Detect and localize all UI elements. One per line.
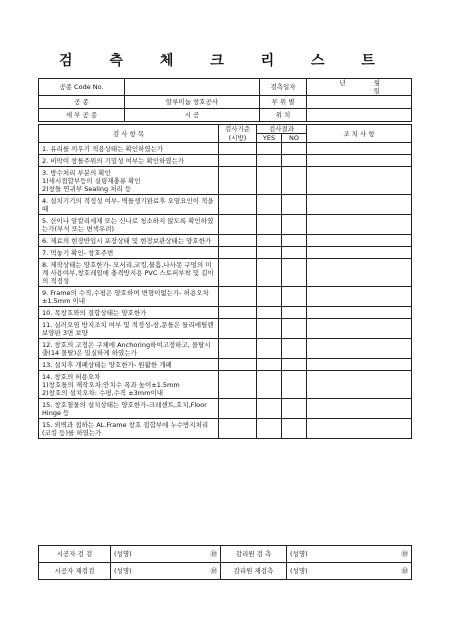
no-cell[interactable]	[282, 371, 307, 399]
table-row	[39, 339, 412, 359]
table-row	[39, 307, 412, 319]
action-cell[interactable]	[307, 259, 412, 287]
checklist-item-text: 14. 창호의 허용오차 1)창호틀의 제작오차:안치수 폭과 높이±1.5mm 2)창호의 설치오차: 수평,수직 ±3mm이내	[39, 371, 219, 399]
action-cell[interactable]	[307, 339, 412, 359]
standard-cell[interactable]	[219, 143, 257, 155]
no-cell[interactable]	[282, 287, 307, 307]
checklist-item-text: 6. 제료의 현장반입시 포장상태 및 현장보관상태는 양호한가	[39, 235, 219, 247]
standard-cell[interactable]	[219, 195, 257, 215]
checklist-item-text: 13. 설치후 개폐상태는 양호한가- 원활한 개폐	[39, 359, 219, 371]
page-title: 검 측 체 크 리 스 트	[59, 53, 391, 69]
header-label: 공종 Code No.	[39, 79, 125, 96]
no-cell[interactable]	[282, 143, 307, 155]
standard-cell[interactable]	[219, 235, 257, 247]
checklist-item-text: 8. 제작상태는 양호한가- 모서리,코킹,물흠,나사못 구멍의 미계 사용여부,창호레일에 충격방지용 PVC 스토퍼부착 및 길이의 적정성	[39, 259, 219, 287]
no-cell[interactable]	[282, 235, 307, 247]
signature-field[interactable]	[111, 563, 221, 580]
header-table	[38, 78, 412, 122]
checklist-item-text: 15. 외벽과 접하는 AL.Frame 창호 접합부에 누수방지처리(코킹 등)를 하였는가	[39, 419, 219, 439]
checklist-item-text: 12. 창호의 고정은 구체에 Anchoring하여고정하고, 몰탈시출(14 몰탈)은 밀실하게 하였는가	[39, 339, 219, 359]
checklist-item-text: 10. 목창호와의 결합상태는 양호한가	[39, 307, 219, 319]
no-cell[interactable]	[282, 359, 307, 371]
yes-cell[interactable]	[257, 143, 282, 155]
standard-cell[interactable]	[219, 167, 257, 195]
table-row	[39, 287, 412, 307]
no-cell[interactable]	[282, 195, 307, 215]
standard-cell[interactable]	[219, 307, 257, 319]
table-row	[39, 167, 412, 195]
yes-cell[interactable]	[257, 287, 282, 307]
signature-role: 시공자 검 검	[39, 546, 111, 563]
no-cell[interactable]	[282, 339, 307, 359]
column-header-standard-sub: (시방)	[219, 134, 257, 143]
standard-cell[interactable]	[219, 247, 257, 259]
table-row	[39, 235, 412, 247]
action-cell[interactable]	[307, 143, 412, 155]
standard-cell[interactable]	[219, 399, 257, 419]
header-row	[39, 79, 412, 96]
signature-table	[38, 545, 412, 580]
date-part-label: 년	[339, 79, 346, 87]
header-value[interactable]	[125, 79, 260, 96]
standard-cell[interactable]	[219, 215, 257, 235]
yes-cell[interactable]	[257, 419, 282, 439]
seal-mark: ㊞	[210, 550, 217, 558]
action-cell[interactable]	[307, 307, 412, 319]
checklist-item-text: 4. 설치기기의 적정성 여부- 벽틀생기완료후 오염요인이 적을때	[39, 195, 219, 215]
table-row	[39, 419, 412, 439]
header-label: 세 부 공 종	[39, 109, 125, 122]
action-cell[interactable]	[307, 371, 412, 399]
signature-name-label: (성명)	[290, 567, 308, 575]
standard-cell[interactable]	[219, 371, 257, 399]
signature-role: 시공자 재검검	[39, 563, 111, 580]
action-cell[interactable]	[307, 155, 412, 167]
header-label: 위 치	[260, 109, 307, 122]
action-cell[interactable]	[307, 287, 412, 307]
signature-field[interactable]	[287, 563, 412, 580]
header-row	[39, 109, 412, 122]
standard-cell[interactable]	[219, 259, 257, 287]
standard-cell[interactable]	[219, 287, 257, 307]
column-header-result: 검사결과	[257, 125, 307, 134]
no-cell[interactable]	[282, 307, 307, 319]
header-value[interactable]: 시 공	[125, 109, 260, 122]
yes-cell[interactable]	[257, 195, 282, 215]
checklist-item-text: 11. 실러오염 방지조치 여부 및 적정성-창,문틀은 틀리에틸렌 보양판 3면 보양	[39, 319, 219, 339]
header-label: 부 위 별	[260, 96, 307, 109]
table-row	[39, 259, 412, 287]
action-cell[interactable]	[307, 359, 412, 371]
table-row	[39, 215, 412, 235]
standard-cell[interactable]	[219, 319, 257, 339]
no-cell[interactable]	[282, 319, 307, 339]
action-cell[interactable]	[307, 419, 412, 439]
column-header-item: 검 사 항 목	[39, 125, 219, 143]
yes-cell[interactable]	[257, 359, 282, 371]
signature-name-label: (성명)	[114, 550, 132, 558]
signature-name-label: (성명)	[290, 550, 308, 558]
yes-cell[interactable]	[257, 247, 282, 259]
no-cell[interactable]	[282, 215, 307, 235]
checklist-table	[38, 124, 412, 439]
yes-cell[interactable]	[257, 235, 282, 247]
header-value[interactable]	[307, 109, 412, 122]
signature-name-label: (성명)	[114, 567, 132, 575]
table-row	[39, 247, 412, 259]
signature-row	[39, 563, 412, 580]
standard-cell[interactable]	[219, 359, 257, 371]
yes-cell[interactable]	[257, 259, 282, 287]
yes-cell[interactable]	[257, 339, 282, 359]
header-value[interactable]	[307, 79, 412, 96]
checklist-item-text: 2. 비막이 창틀주위의 기밀성 여부는 확인하였는가	[39, 155, 219, 167]
checklist-item-text: 7. 먹놓기 확인- 창호주변	[39, 247, 219, 259]
header-value[interactable]: 알루미늄 창호공사	[125, 96, 260, 109]
action-cell[interactable]	[307, 399, 412, 419]
standard-cell[interactable]	[219, 419, 257, 439]
table-row	[39, 319, 412, 339]
checklist-item-text: 5. 산이나 알칼리세제 또는 신나로 청소하지 않도록 확인하였는가(부식 또는 변색우려)	[39, 215, 219, 235]
yes-cell[interactable]	[257, 399, 282, 419]
no-cell[interactable]	[282, 167, 307, 195]
action-cell[interactable]	[307, 235, 412, 247]
checklist-item-text: 9. Frame의 수직,수평은 양호하며 변형이없는가- 허용오차 ±1.5mm 이내	[39, 287, 219, 307]
standard-cell[interactable]	[219, 155, 257, 167]
action-cell[interactable]	[307, 195, 412, 215]
signature-role: 감리원 검 측	[221, 546, 287, 563]
signature-role: 감리원 재검측	[221, 563, 287, 580]
yes-cell[interactable]	[257, 215, 282, 235]
table-row	[39, 155, 412, 167]
header-value[interactable]	[307, 96, 412, 109]
action-cell[interactable]	[307, 319, 412, 339]
yes-cell[interactable]	[257, 155, 282, 167]
seal-mark: ㊞	[210, 567, 217, 575]
action-cell[interactable]	[307, 215, 412, 235]
yes-cell[interactable]	[257, 167, 282, 195]
signature-field[interactable]	[111, 546, 221, 563]
signature-field[interactable]	[287, 546, 412, 563]
header-row	[39, 96, 412, 109]
no-cell[interactable]	[282, 247, 307, 259]
table-row	[39, 359, 412, 371]
table-row	[39, 143, 412, 155]
header-label: 공 종	[39, 96, 125, 109]
standard-cell[interactable]	[219, 339, 257, 359]
table-row	[39, 371, 412, 399]
action-cell[interactable]	[307, 167, 412, 195]
no-cell[interactable]	[282, 399, 307, 419]
checklist-item-text: 3. 방수처리 부분의 확인 1)새시접합부등의 실링재충류 확인 2)창틀 연귀부 Sealing 처리 등	[39, 167, 219, 195]
no-cell[interactable]	[282, 419, 307, 439]
header-label: 검측일자	[260, 79, 307, 96]
seal-mark: ㊞	[401, 550, 408, 558]
column-header-standard: 검사기준	[219, 125, 257, 134]
no-cell[interactable]	[282, 155, 307, 167]
action-cell[interactable]	[307, 247, 412, 259]
column-header-action: 조 치 사 항	[307, 125, 412, 143]
yes-cell[interactable]	[257, 319, 282, 339]
date-part-label: 일	[373, 87, 380, 95]
no-cell[interactable]	[282, 259, 307, 287]
checklist-item-text: 15. 창호철물의 설치상태는 양호한가-크레센트,호치,Floor Hinge 등	[39, 399, 219, 419]
yes-cell[interactable]	[257, 371, 282, 399]
yes-cell[interactable]	[257, 307, 282, 319]
table-row	[39, 399, 412, 419]
date-part-label: 월	[373, 79, 380, 87]
table-row	[39, 195, 412, 215]
column-header-no: NO	[282, 134, 307, 143]
signature-row	[39, 546, 412, 563]
seal-mark: ㊞	[401, 567, 408, 575]
column-header-yes: YES	[257, 134, 282, 143]
checklist-item-text: 1. 유리를 끼우기 적용상태는 확인하였는가	[39, 143, 219, 155]
